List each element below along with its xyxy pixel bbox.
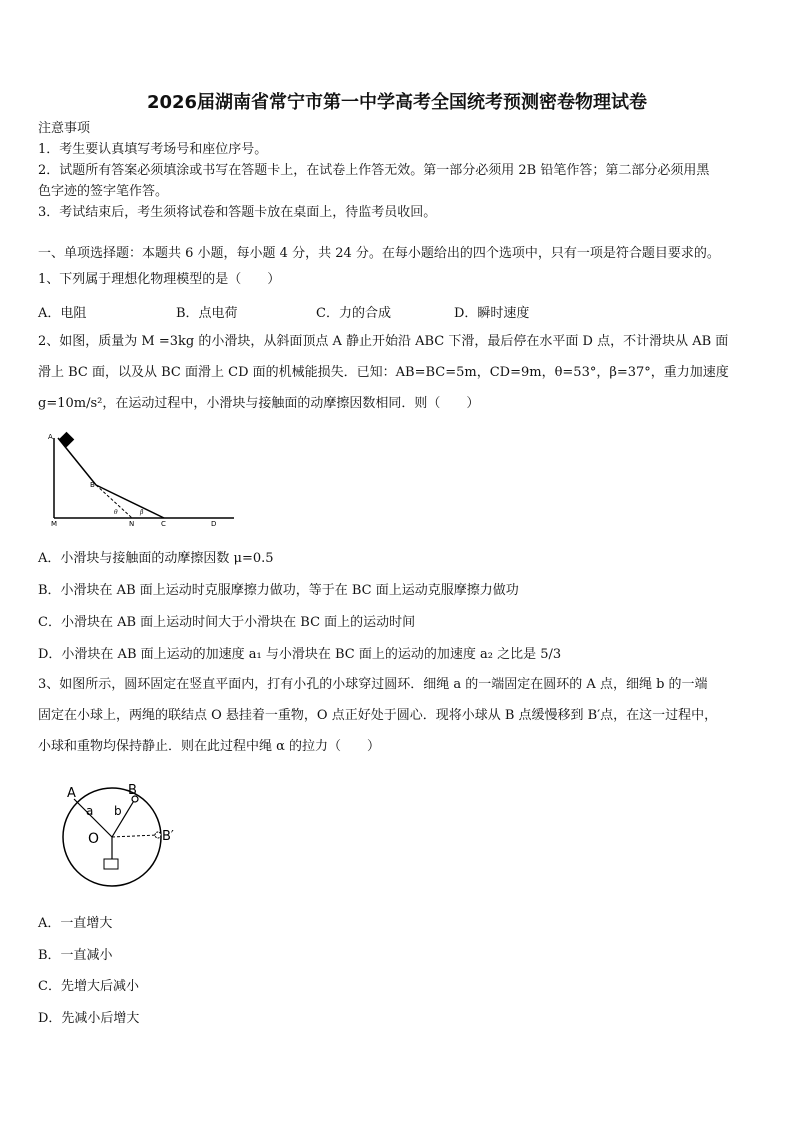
label-o: O bbox=[88, 831, 100, 847]
q3-option-c[interactable]: C．先增大后减小 bbox=[38, 979, 139, 994]
q3-stem-line-2: 固定在小球上，两绳的联结点 O 悬挂着一重物，O 点正好处于圆心．现将小球从 B 点缓慢移到 B′点，在这一过程中， bbox=[38, 708, 718, 723]
label-c: C bbox=[161, 520, 166, 528]
ring-figure bbox=[55, 775, 185, 890]
label-b-prime: B′ bbox=[162, 829, 174, 844]
q1-option-c[interactable]: C．力的合成 bbox=[316, 306, 391, 321]
q1-stem: 1、下列属于理想化物理模型的是（ ） bbox=[38, 272, 281, 287]
notice-item-2: 2．试题所有答案必须填涂或书写在答题卡上，在试卷上作答无效。第一部分必须用 2B 铅笔作答；第二部分必须用黑 bbox=[38, 163, 710, 178]
notice-item-2-cont: 色字迹的签字笔作答。 bbox=[38, 184, 169, 199]
label-m: M bbox=[51, 520, 58, 528]
q2-stem-line-3: g=10m/s²，在运动过程中，小滑块与接触面的动摩擦因数相同．则（ ） bbox=[38, 396, 480, 411]
label-b-point: B bbox=[128, 783, 137, 798]
slope-bc bbox=[96, 485, 164, 518]
q1-option-b[interactable]: B．点电荷 bbox=[176, 306, 238, 321]
q2-stem-line-2: 滑上 BC 面，以及从 BC 面滑上 CD 面的机械能损失．已知：AB=BC=5m，CD=9m，θ=53°，β=37°，重力加速度 bbox=[38, 365, 729, 380]
notice-item-3: 3．考试结束后，考生须将试卷和答题卡放在桌面上，待监考员收回。 bbox=[38, 205, 437, 220]
notice-heading: 注意事项 bbox=[38, 121, 91, 136]
label-theta: θ bbox=[114, 509, 118, 516]
q2-option-c[interactable]: C．小滑块在 AB 面上运动时间大于小滑块在 BC 面上的运动时间 bbox=[38, 615, 416, 630]
label-a-point: A bbox=[67, 786, 76, 801]
q2-stem-line-1: 2、如图，质量为 M =3kg 的小滑块，从斜面顶点 A 静止开始沿 ABC 下滑，最后停在水平面 D 点，不计滑块从 AB 面 bbox=[38, 334, 729, 349]
weight-block bbox=[104, 859, 118, 869]
label-n: N bbox=[129, 520, 135, 528]
q2-option-b[interactable]: B．小滑块在 AB 面上运动时克服摩擦力做功，等于在 BC 面上运动克服摩擦力做功 bbox=[38, 583, 519, 598]
notice-item-1: 1．考生要认真填写考场号和座位序号。 bbox=[38, 142, 268, 157]
slope-ab bbox=[58, 438, 96, 485]
section-heading: 一、单项选择题：本题共 6 小题，每小题 4 分，共 24 分。在每小题给出的四个选项中，只有一项是符合题目要求的。 bbox=[38, 246, 720, 261]
q2-option-a[interactable]: A．小滑块与接触面的动摩擦因数 μ=0.5 bbox=[38, 551, 274, 566]
label-d: D bbox=[211, 520, 217, 528]
q3-stem-line-1: 3、如图所示，圆环固定在竖直平面内，打有小孔的小球穿过圆环．细绳 a 的一端固定在圆环的 A 点，细绳 b 的一端 bbox=[38, 677, 708, 692]
q1-option-d[interactable]: D．瞬时速度 bbox=[454, 306, 530, 321]
q3-stem-line-3: 小球和重物均保持静止．则在此过程中绳 α 的拉力（ ） bbox=[38, 739, 381, 754]
q1-option-a[interactable]: A．电阻 bbox=[38, 306, 87, 321]
label-rope-b: b bbox=[114, 804, 122, 818]
ball-b-prime bbox=[155, 832, 161, 838]
slider-block bbox=[59, 432, 75, 448]
label-rope-a: a bbox=[86, 804, 94, 818]
q3-option-a[interactable]: A．一直增大 bbox=[38, 916, 113, 931]
q3-option-b[interactable]: B．一直减小 bbox=[38, 948, 113, 963]
q2-option-d[interactable]: D．小滑块在 AB 面上运动的加速度 a₁ 与小滑块在 BC 面上的运动的加速度 a₂ 之比是 5/3 bbox=[38, 647, 562, 662]
label-a: A bbox=[48, 433, 53, 441]
label-beta: β bbox=[140, 509, 144, 516]
q1-options bbox=[38, 302, 529, 321]
q3-option-d[interactable]: D．先减小后增大 bbox=[38, 1011, 140, 1026]
rope-b-dashed bbox=[112, 835, 157, 837]
page-title: 2026届湖南省常宁市第一中学高考全国统考预测密卷物理试卷 bbox=[146, 92, 648, 113]
label-b: B bbox=[90, 481, 95, 489]
incline-figure bbox=[44, 430, 244, 530]
